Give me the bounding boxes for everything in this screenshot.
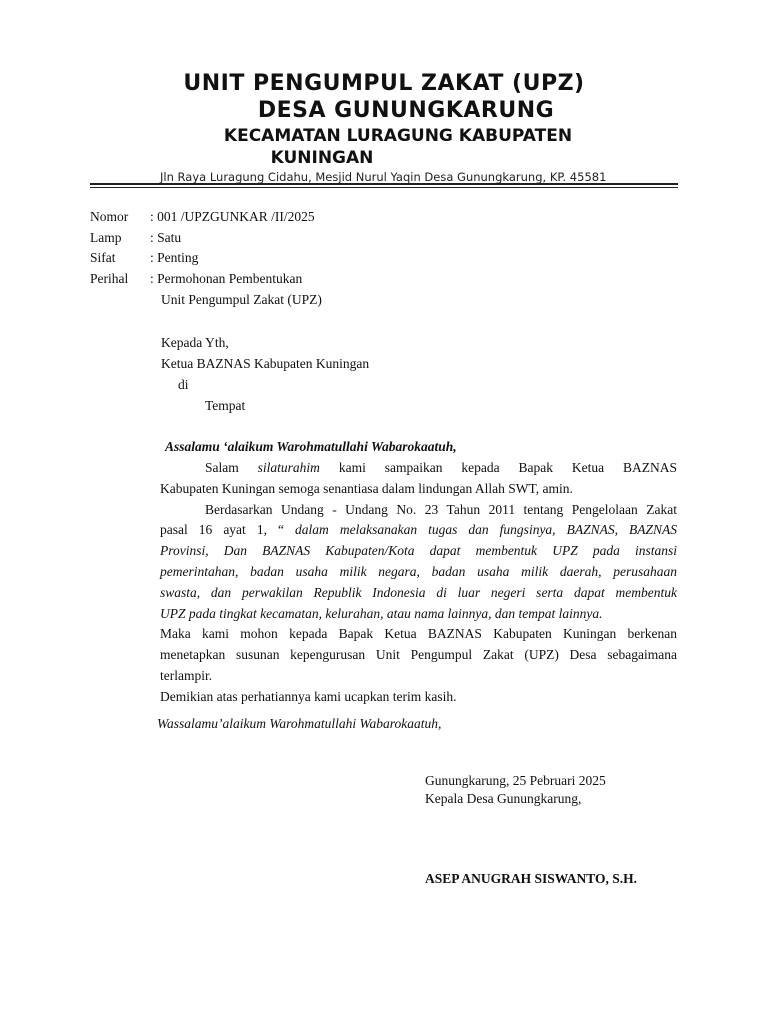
meta-label: Perihal	[90, 271, 129, 286]
signature-position: Kepala Desa Gunungkarung,	[425, 791, 582, 806]
letterhead-district: KECAMATAN LURAGUNG KABUPATEN	[223, 126, 573, 146]
body-line: menetapkan susunan kepengurusan Unit Pengumpul Zakat (UPZ) Desa sebagaimana	[160, 647, 677, 663]
body-line: Kabupaten Kuningan semoga senantiasa dalam lindungan Allah SWT, amin.	[160, 480, 573, 496]
body-line: UPZ pada tingkat kecamatan, kelurahan, atau nama lainnya, dan tempat lainnya.	[160, 605, 603, 621]
meta-label: Nomor	[90, 209, 129, 224]
body-line: pasal 16 ayat 1, “ dalam melaksanakan tugas dan fungsinya, BAZNAS, BAZNAS	[160, 522, 678, 538]
body-line: Berdasarkan Undang - Undang No. 23 Tahun 2011 tentang Pengelolaan Zakat	[205, 501, 677, 517]
recipient-di: di	[178, 377, 189, 392]
body-line: terlampir.	[160, 667, 213, 683]
meta-value: : Penting	[150, 250, 199, 265]
letter-body	[160, 458, 677, 708]
signature-place-date: Gunungkarung, 25 Pebruari 2025	[425, 773, 606, 788]
letterhead-regency: KUNINGAN	[270, 148, 374, 168]
body-line: Provinsi, Dan BAZNAS Kabupaten/Kota dapat membentuk UPZ pada instansi	[160, 543, 677, 559]
meta-value: : Permohonan Pembentukan	[150, 271, 303, 286]
meta-label: Lamp	[90, 230, 122, 245]
meta-label: Sifat	[90, 250, 116, 265]
recipient-salutation: Kepada Yth,	[161, 335, 229, 350]
body-line: Maka kami mohon kepada Bapak Ketua BAZNAS Kabupaten Kuningan berkenan	[160, 626, 677, 642]
recipient-place: Tempat	[205, 398, 246, 413]
letterhead-rule-thick	[90, 183, 678, 185]
body-line: swasta, dan perwakilan Republik Indonesia di luar negeri serta dapat membentuk	[160, 584, 677, 600]
body-line: Demikian atas perhatiannya kami ucapkan terim kasih.	[160, 688, 457, 704]
closing-greeting: Wassalamu’alaikum Warohmatullahi Wabarokaatuh,	[157, 716, 442, 731]
recipient-name: Ketua BAZNAS Kabupaten Kuningan	[161, 356, 370, 371]
letterhead-address: Jln Raya Luragung Cidahu, Mesjid Nurul Yaqin Desa Gunungkarung, KP. 45581	[160, 170, 607, 184]
letterhead-rule-thin	[90, 187, 678, 188]
letterhead-village: DESA GUNUNGKARUNG	[257, 98, 555, 123]
signature-name: ASEP ANUGRAH SISWANTO, S.H.	[425, 871, 638, 886]
meta-value: : 001 /UPZGUNKAR /II/2025	[150, 209, 315, 224]
body-line: pemerintahan, badan usaha milik negara, badan usaha milik daerah, perusahaan	[160, 563, 677, 579]
letterhead-title: UNIT PENGUMPUL ZAKAT (UPZ)	[183, 71, 585, 96]
opening-greeting: Assalamu ‘alaikum Warohmatullahi Wabarokaatuh,	[165, 439, 457, 454]
subject-continuation: Unit Pengumpul Zakat (UPZ)	[161, 292, 322, 307]
body-line: Salam silaturahim kami sampaikan kepada Bapak Ketua BAZNAS	[205, 460, 678, 475]
meta-value: : Satu	[150, 230, 182, 245]
